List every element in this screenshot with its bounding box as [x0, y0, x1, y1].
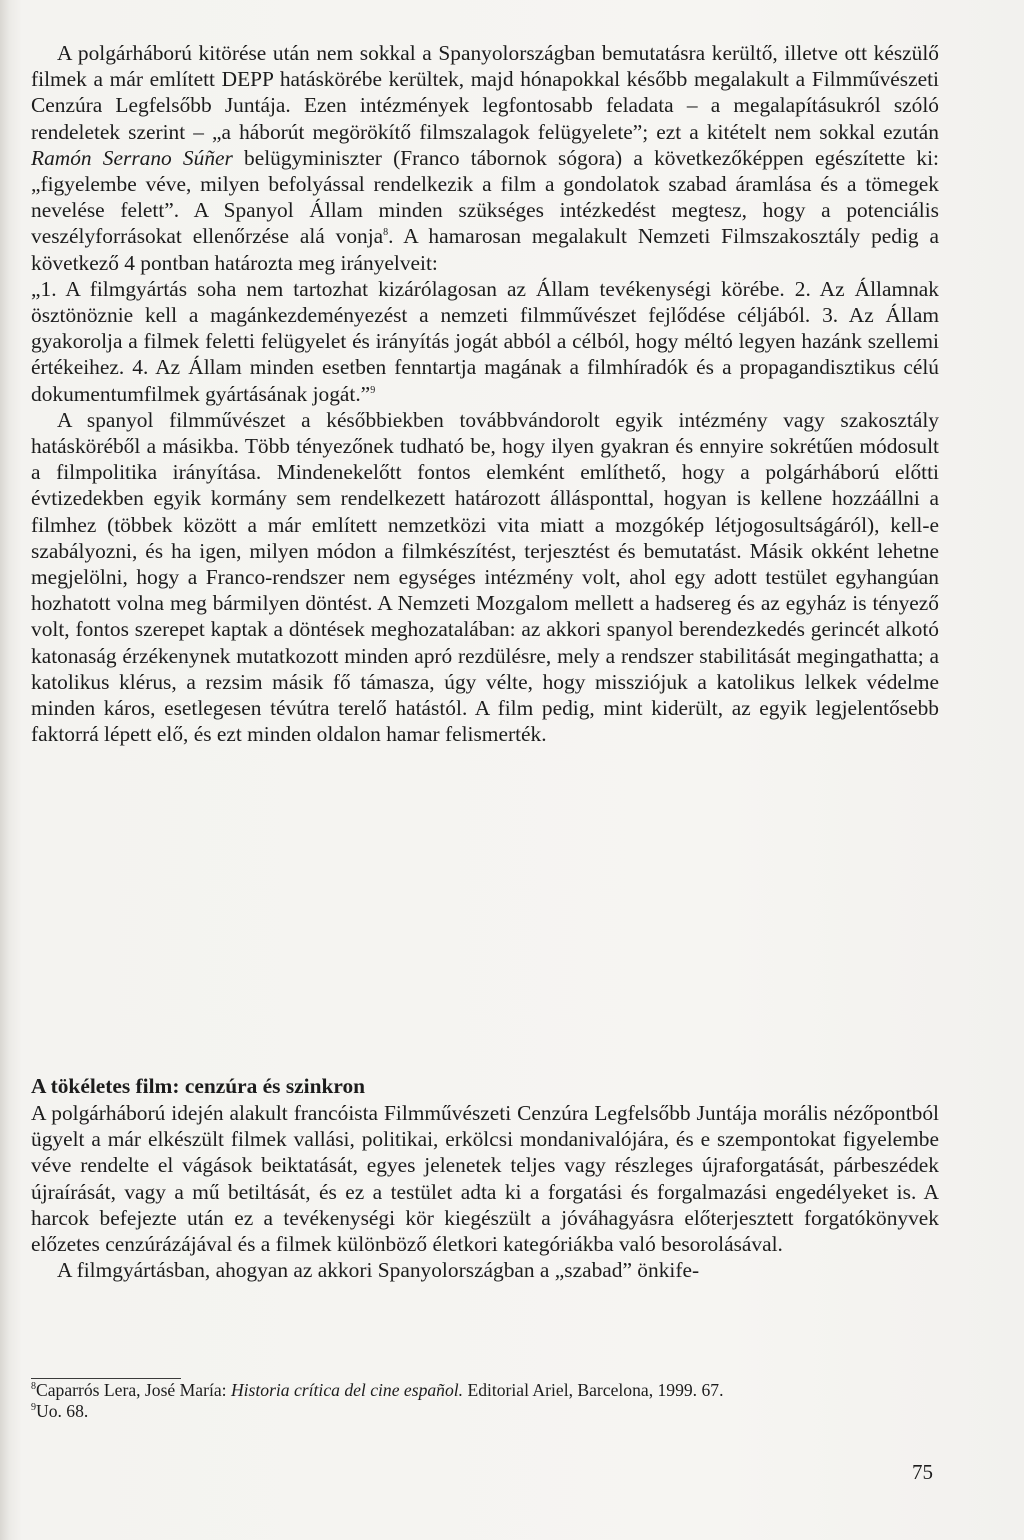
paragraph: A filmgyártásban, ahogyan az akkori Spanyolországban a „szabad” önkife- [57, 1258, 700, 1283]
paragraph [31, 407, 939, 748]
main-text [31, 40, 939, 747]
italic-person-name: Ramón Serrano Súñer [31, 145, 233, 170]
section-text [31, 1100, 939, 1283]
footnote-divider [31, 1378, 181, 1379]
paragraph-text: A polgárháború kitörése után nem sokkal a Spanyolországban bemutatásra kerültő, illetve ott készülő filmek a már említett DEPP hatáskörébe kerültek, majd hónapokkal később megalakult a Filmművészeti Cenzúra Legfelsőbb Juntája. Ezen intézmények legfontosabb feladata – a megalapításukról szóló rendeletek szerint – „a háborút megörökítő filmszalagok felügyelete”; ezt a kitételt nem sokkal ezután [31, 41, 939, 144]
footnote-reference: 8 [383, 227, 389, 239]
footnote-text: Uo. 68. [36, 1401, 89, 1421]
footnotes [31, 1380, 961, 1422]
footnote-title: Historia crítica del cine español. [230, 1380, 464, 1400]
paragraph-text: belügyminiszter (Franco tábornok sógora) a következőképpen egészítette ki: „figyelembe véve, milyen befolyással rendelkezik a film a gondolatok szabad áramlása és a tömegek nevelése felett”. A Spanyol Állam minden szükséges intézkedést megtesz, hogy a potenciális veszélyforrásokat ellenőrzése alá vonja [31, 145, 939, 249]
section-heading: A tökéletes film: cenzúra és szinkron [31, 1074, 366, 1098]
quoted-guidelines [31, 276, 939, 407]
paragraph-text: . A hamarosan megalakult Nemzeti Filmszakosztály pedig a következő 4 pontban határozta meg irányelveit: [31, 224, 939, 275]
quote-text: „1. A filmgyártás soha nem tartozhat kizárólagosan az Állam tevékenységi körébe. 2. Az Államnak ösztönöznie kell a magánkezdeményezést a nemzeti filmművészet fejlődése céljából. 3. Az Állam gyakorolja a filmek feletti felügyelet és irányítás jogát abból a célból, hogy méltó legyen hazánk szellemi értékeihez. 4. Az Állam minden esetben fenntartja magának a filmhíradók és a propagandisztikus célú dokumentumfilmek gyártásának jogát.” [31, 276, 939, 406]
footnote-marker: 9 [31, 1402, 36, 1414]
paragraph: A polgárháború idején alakult francóista Filmművészeti Cenzúra Legfelsőbb Juntája morális nézőpontból ügyelt a már elkészült filmek vallási, politikai, erkölcsi mondanivalójára, és e szempontokat figyelembe véve rendelte el vágások beiktatását, egyes jelenetek teljes vagy részleges újraforgatását, párbeszédek újraírását, vagy a mű betiltását, és ez a testület adta ki a forgatási és forgalmazási engedélyeket is. A harcok befejezte után ez a tevékenységi kör kiegészült a jóváhagyásra előterjesztett forgatókönyvek előzetes cenzúrázájával és a filmek különböző életkori kategóriákba való besorolásával. [31, 1101, 939, 1257]
paragraph [31, 40, 939, 276]
paragraph-text: A spanyol filmművészet a későbbiekben továbbvándorolt egyik intézmény vagy szakosztály hatásköréből a másikba. Több tényezőnek tudható be, hogy ilyen gyakran és ennyire sokrétűen módosult a filmpolitika irányítása. Mindenekelőtt fontos elemként említhető, hogy a polgárháború előtti évtizedekben egyik kormány sem rendelkezett határozott állásponttal, hogyan is kellene hozzáállni a filmhez (többek között a már említett nemzetközi vita miatt a mozgókép létjogosultságáról), kell-e szabályozni, és ha igen, milyen módon a filmkészítést, terjesztést és bemutatást. Másik okként lehetne megjelölni, hogy a Franco-rendszer nem egységes intézmény volt, ahol egy adott testület egyhangúan hozhatott volna meg bármilyen döntést. A Nemzeti Mozgalom mellett a hadsereg és az egyház is tényező volt, fontos szerepet kaptak a döntések meghozatalában: az akkori spanyol berendezkedés gerincét alkotó katonaság érzékenynek mutatkozott minden apró rezdülésre, mely a rendszer stabilitását megingathatta; a katolikus klérus, a rezsim másik fő támasza, úgy vélte, hogy missziójuk a katolikus lelkek védelme minden káros, esetlegesen tévútra terelő hatástól. A film pedig, mint kiderült, az egyik legjelentősebb faktorrá lépett elő, és ezt minden oldalon hamar felismerték. [31, 407, 939, 747]
footnote-9 [31, 1401, 961, 1422]
page-number: 75 [912, 1460, 933, 1484]
footnote-marker: 8 [31, 1381, 36, 1393]
footnote-8 [31, 1380, 961, 1401]
footnote-reference: 9 [370, 384, 376, 396]
footnote-text: Editorial Ariel, Barcelona, 1999. 67. [463, 1380, 724, 1400]
footnote-text: Caparrós Lera, José María: [36, 1380, 231, 1400]
